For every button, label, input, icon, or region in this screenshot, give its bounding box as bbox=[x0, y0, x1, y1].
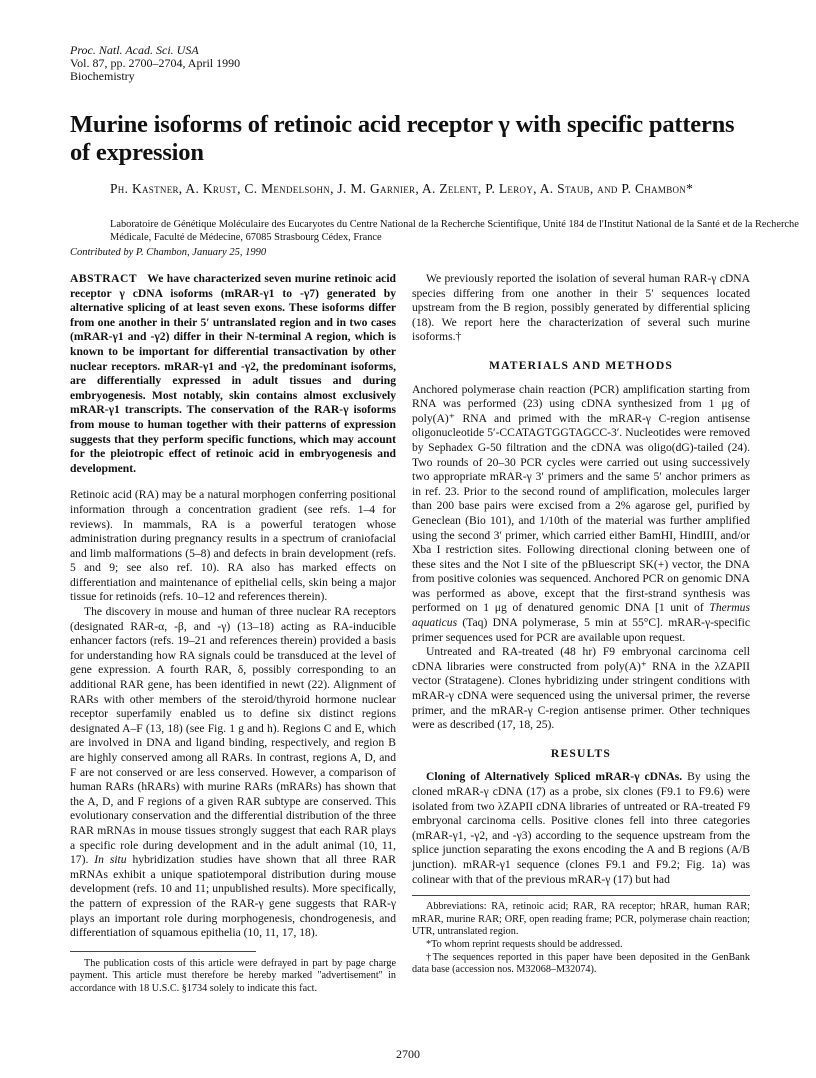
contributed-by: Contributed by P. Chambon, January 25, 1990 bbox=[70, 247, 267, 258]
methods-paragraph-2: Untreated and RA-treated (48 hr) F9 embryonal carcinoma cell cDNA libraries were constructed from poly(A)⁺ RNA in the λZAPII vector (Stratagene). Clones hybridizing under stringent conditions with mRAR-γ cDNA were sequenced using the universal primer, the reverse primer, and the mRAR-γ C-region antisense primer. Other techniques were as described (17, 18, 25). bbox=[412, 645, 750, 732]
article-title: Murine isoforms of retinoic acid receptor γ with specific patterns of expression bbox=[70, 111, 735, 166]
intro-paragraph-2: The discovery in mouse and human of three nuclear RA receptors (designated RAR-α, -β, and -γ) (13–18) acting as RA-inducible enhancer factors (refs. 19–21 and references therein) provided a basis for understanding how RA signals could be transduced at the level of gene expression. A fourth RAR, δ, possibly corresponding to an additional RAR gene, has been identified in newt (22). Alignment of RARs with other members of the steroid/thyroid hormone nuclear receptor superfamily enabled us to define six distinct regions designated A–F (13, 18) (see Fig. 1 g and h). Regions C and E, which are involved in DNA and ligand binding, respectively, and region B are highly conserved among all RARs. In contrast, regions A, D, and F are not conserved or are less conserved. However, a comparison of human RARs (hRARs) with murine RARs (mRARs) has shown that the A, D, and F regions of a given RAR subtype are conserved. This evolutionary conservation and the differential distribution of the three RAR mRNAs in mouse tissues strongly suggest that each RAR plays a specific role during development and in the adult animal (10, 11, 17). In situ hybridization studies have shown that all three RAR mRNAs exhibit a unique spatiotemporal distribution during mouse development (refs. 10 and 11; unpublished results). More specifically, the pattern of expression of the RAR-γ gene suggests that RAR-γ plays an important role during morphogenesis, chondrogenesis, and differentiation of squamous epithelia (10, 11, 17, 18). bbox=[70, 605, 396, 940]
journal-volume: Vol. 87, pp. 2700–2704, April 1990 bbox=[70, 56, 241, 70]
results-paragraph-1: Cloning of Alternatively Spliced mRAR-γ cDNAs. By using the cloned mRAR-γ cDNA (17) as a probe, six clones (F9.1 to F9.6) were isolated from two λZAPII cDNA libraries of untreated or RA-treated F9 embryonal carcinoma cells. Positive clones fell into three categories (mRAR-γ1, -γ2, and -γ3) according to the sequence upstream from the splice junction separating the exons encoding the A and B regions (A/B junction). mRAR-γ1 sequence (clones F9.1 and F9.2; Fig. 1a) was colinear with that of the previous mRAR-γ (17) but had bbox=[412, 770, 750, 886]
intro-paragraph-1: Retinoic acid (RA) may be a natural morphogen conferring positional information through a concentration gradient (see refs. 1–4 for reviews). In mammals, RA is a powerful teratogen whose administration during pregnancy results in a spectrum of craniofacial and limb malformations (5–8) and defects in brain development (refs. 5 and 9; see also ref. 10). RA also has marked effects on differentiation and maintenance of epithelial cells, skin being a major tissue for retinoids (refs. 10–12 and references therein). bbox=[70, 488, 396, 604]
abstract-text: We have characterized seven murine retinoic acid receptor γ cDNA isoforms (mRAR-γ1 to -γ7) generated by alternative splicing of at least seven exons. These isoforms differ from one another in their 5′ untranslated region and in two cases (mRAR-γ1 and -γ2) differ in their N-terminal A region, which is known to be important for differential transactivation by other nuclear receptors. mRAR-γ1 and -γ2, the predominant isoforms, are differentially expressed in adult tissues and during embryogenesis. Most notably, skin contains almost exclusively mRAR-γ1 transcripts. The conservation of the RAR-γ isoforms from mouse to human together with their patterns of expression suggests that they perform specific functions, which may account for the pleiotropic effect of retinoic acid in embryogenesis and development. bbox=[70, 272, 396, 475]
genbank-footnote: †The sequences reported in this paper have been deposited in the GenBank data base (accession nos. M32068–M32074). bbox=[412, 951, 750, 976]
abstract bbox=[70, 272, 396, 476]
results-heading: RESULTS bbox=[550, 746, 612, 760]
results-runin-heading: Cloning of Alternatively Spliced mRAR-γ cDNAs. bbox=[426, 770, 683, 784]
author-list: Ph. Kastner, A. Krust, C. Mendelsohn, J. M. Garnier, A. Zelent, P. Leroy, A. Staub, and P. Chambon* bbox=[110, 181, 694, 196]
journal-header bbox=[70, 44, 240, 83]
right-footnotes bbox=[412, 901, 750, 977]
cost-footnote: The publication costs of this article were defrayed in part by page charge payment. This article must therefore be hereby marked "advertisement" in accordance with 18 U.S.C. §1734 solely to indicate this fact. bbox=[70, 957, 396, 994]
reprint-footnote: *To whom reprint requests should be addressed. bbox=[426, 938, 623, 950]
right-column bbox=[412, 272, 750, 977]
footnote-divider bbox=[70, 951, 256, 952]
journal-name: Proc. Natl. Acad. Sci. USA bbox=[70, 43, 199, 57]
intro-paragraph-3: We previously reported the isolation of several human RAR-γ cDNA species differing from one another in their 5′ sequences located upstream from the B region, possibly generated by differential splicing (18). We report here the characterization of several such murine isoforms.† bbox=[412, 272, 750, 344]
abbreviations-footnote: Abbreviations: RA, retinoic acid; RAR, RA receptor; hRAR, human RAR; mRAR, murine RAR; ORF, open reading frame; PCR, polymerase chain reaction; UTR, untranslated region. bbox=[412, 901, 750, 938]
left-column bbox=[70, 272, 396, 996]
page-number: 2700 bbox=[396, 1047, 420, 1061]
journal-section: Biochemistry bbox=[70, 69, 135, 83]
methods-heading: MATERIALS AND METHODS bbox=[488, 358, 674, 372]
methods-paragraph-1: Anchored polymerase chain reaction (PCR) amplification starting from RNA was performed (23) using cDNA synthesized from 1 μg of poly(A)⁺ RNA and primed with the mRAR-γ C-region antisense oligonucleotide 5′-CCATAGTGGTAGCC-3′. Nucleotides were removed by Sephadex G-50 filtration and the cDNA was oligo(dG)-tailed (24). Two rounds of 20–30 PCR cycles were carried out using successively two appropriate mRAR-γ 3′ primers and the same 5′ anchor primers as in ref. 23. Prior to the second round of amplification, molecules larger than 200 base pairs were excised from a 2% agarose gel, purified by Geneclean (Bio 101), and 1/10th of the material was further amplified using the second 3′ primer, which carried either BamHI, HindIII, and/or Xba I restriction sites. Following directional cloning between one of these sites and the Not I site of the pBluescript SK(+) vector, the DNA from positive colonies was sequenced. Anchored PCR on genomic DNA was performed as above, except that the first-strand synthesis was performed on 1 μg of denatured genomic DNA [1 unit of Thermus aquaticus (Taq) DNA polymerase, 5 min at 55°C]. mRAR-γ-specific primer sequences used for PCR are available upon request. bbox=[412, 382, 750, 644]
affiliation: Laboratoire de Génétique Moléculaire des Eucaryotes du Centre National de la Recherche Scientifique, Unité 184 de l'Institut National de la Santé et de la Recherche Médicale, Faculté de Médecine, 67085 Strasbourg Cédex, France bbox=[110, 219, 799, 243]
footnote-divider-right bbox=[412, 895, 750, 896]
abstract-label: ABSTRACT bbox=[70, 272, 138, 285]
